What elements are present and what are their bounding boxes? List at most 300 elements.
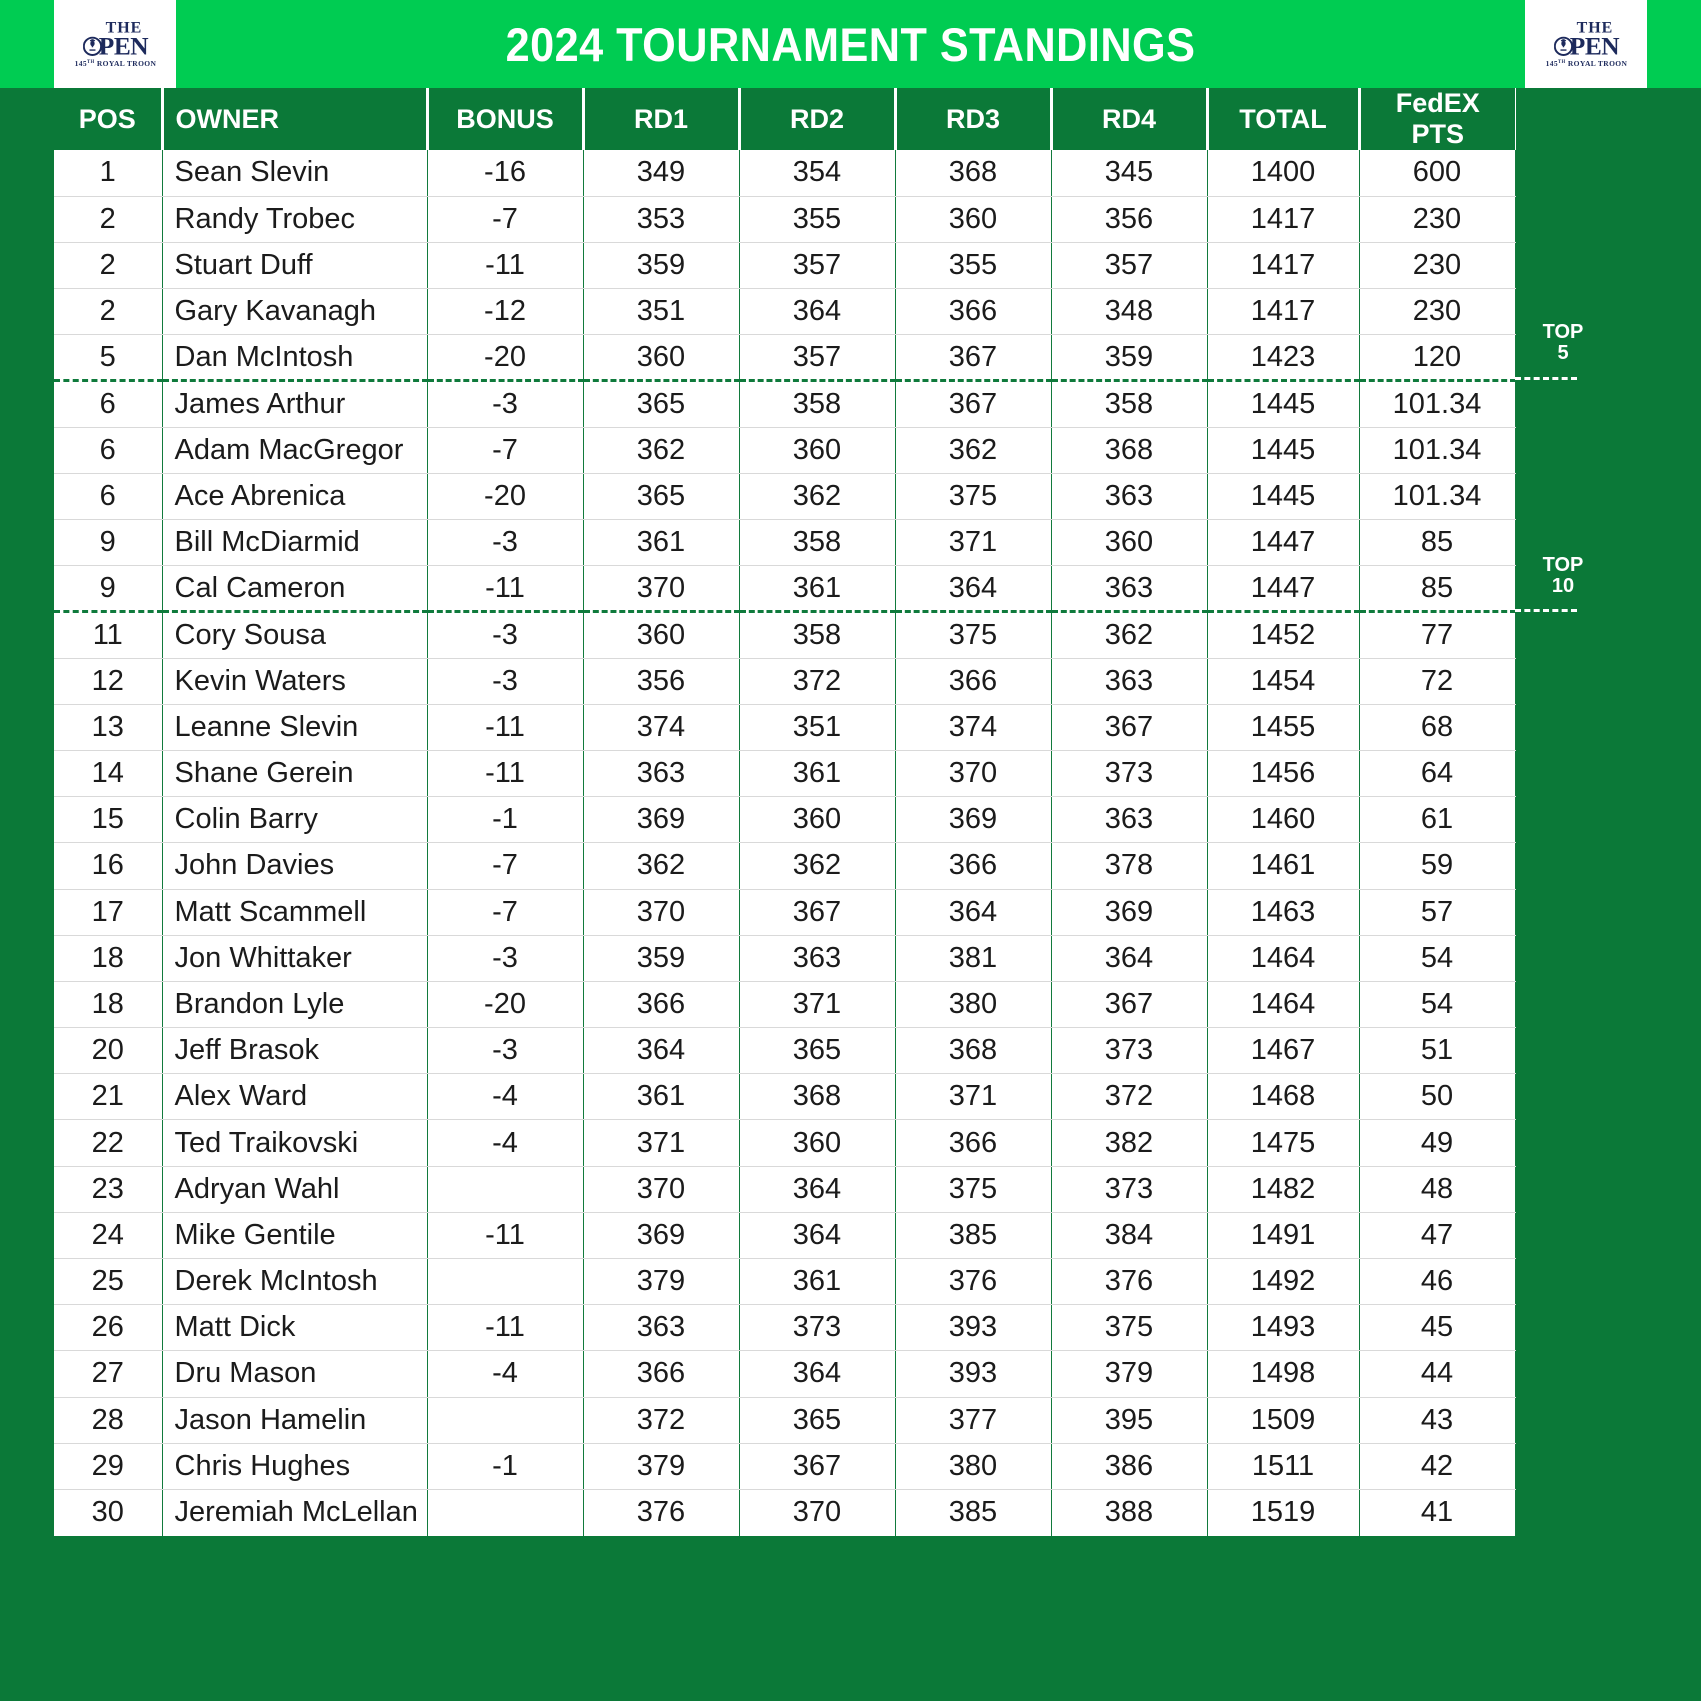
cell-bonus: -12 bbox=[427, 289, 583, 335]
cell-total: 1445 bbox=[1207, 473, 1359, 519]
cell-fedex-pts: 54 bbox=[1359, 935, 1515, 981]
cell-position: 16 bbox=[54, 843, 162, 889]
cell-rd1: 374 bbox=[583, 704, 739, 750]
cell-owner: Dan McIntosh bbox=[162, 335, 427, 381]
cell-owner: Cal Cameron bbox=[162, 566, 427, 612]
cell-rd3: 380 bbox=[895, 981, 1051, 1027]
cell-rd3: 366 bbox=[895, 658, 1051, 704]
cell-position: 2 bbox=[54, 242, 162, 288]
cell-rd3: 362 bbox=[895, 427, 1051, 473]
table-row[interactable] bbox=[54, 520, 1515, 566]
cell-rd1: 363 bbox=[583, 1305, 739, 1351]
cell-bonus bbox=[427, 1259, 583, 1305]
cell-rd4: 384 bbox=[1051, 1212, 1207, 1258]
cutline-dash-top5 bbox=[1515, 377, 1577, 380]
cell-fedex-pts: 77 bbox=[1359, 612, 1515, 658]
cell-rd2: 364 bbox=[739, 1166, 895, 1212]
cell-rd3: 393 bbox=[895, 1351, 1051, 1397]
column-header-rd1[interactable]: RD1 bbox=[583, 88, 739, 150]
cell-rd1: 364 bbox=[583, 1028, 739, 1074]
cell-rd3: 360 bbox=[895, 196, 1051, 242]
cell-rd2: 360 bbox=[739, 1120, 895, 1166]
cell-position: 26 bbox=[54, 1305, 162, 1351]
cell-fedex-pts: 45 bbox=[1359, 1305, 1515, 1351]
cutline-label-top5-line2: 5 bbox=[1557, 342, 1569, 364]
cell-position: 14 bbox=[54, 750, 162, 796]
cell-position: 29 bbox=[54, 1443, 162, 1489]
logo-edition-ordinal: TH bbox=[86, 60, 95, 65]
cutline-label-top5 bbox=[1533, 322, 1593, 364]
cell-position: 6 bbox=[54, 473, 162, 519]
table-row[interactable] bbox=[54, 196, 1515, 242]
cell-fedex-pts: 48 bbox=[1359, 1166, 1515, 1212]
cell-fedex-pts: 50 bbox=[1359, 1074, 1515, 1120]
cell-bonus: -20 bbox=[427, 473, 583, 519]
cell-bonus: -3 bbox=[427, 1028, 583, 1074]
cell-total: 1519 bbox=[1207, 1489, 1359, 1535]
cell-bonus: -7 bbox=[427, 196, 583, 242]
open-championship-logo-right bbox=[1525, 0, 1647, 88]
cell-owner: John Davies bbox=[162, 843, 427, 889]
table-row[interactable] bbox=[54, 1074, 1515, 1120]
cell-rd4: 388 bbox=[1051, 1489, 1207, 1535]
logo-subtitle-right bbox=[1545, 60, 1627, 68]
cell-rd3: 371 bbox=[895, 520, 1051, 566]
cell-fedex-pts: 230 bbox=[1359, 242, 1515, 288]
cutline-label-top10-line2: 10 bbox=[1551, 575, 1575, 597]
cell-rd1: 361 bbox=[583, 520, 739, 566]
cell-owner: Alex Ward bbox=[162, 1074, 427, 1120]
cell-fedex-pts: 85 bbox=[1359, 520, 1515, 566]
cell-position: 22 bbox=[54, 1120, 162, 1166]
cell-owner: Kevin Waters bbox=[162, 658, 427, 704]
cell-rd2: 370 bbox=[739, 1489, 895, 1535]
cell-fedex-pts: 44 bbox=[1359, 1351, 1515, 1397]
cell-total: 1498 bbox=[1207, 1351, 1359, 1397]
cell-total: 1464 bbox=[1207, 935, 1359, 981]
cell-rd2: 365 bbox=[739, 1397, 895, 1443]
cell-rd2: 365 bbox=[739, 1028, 895, 1074]
cell-position: 5 bbox=[54, 335, 162, 381]
cell-rd2: 361 bbox=[739, 1259, 895, 1305]
table-row[interactable] bbox=[54, 473, 1515, 519]
cell-rd4: 363 bbox=[1051, 658, 1207, 704]
cell-total: 1445 bbox=[1207, 381, 1359, 427]
cell-fedex-pts: 120 bbox=[1359, 335, 1515, 381]
cell-rd4: 373 bbox=[1051, 1028, 1207, 1074]
table-row[interactable] bbox=[54, 750, 1515, 796]
cell-owner: Dru Mason bbox=[162, 1351, 427, 1397]
cell-rd4: 368 bbox=[1051, 427, 1207, 473]
column-header-bonus[interactable]: BONUS bbox=[427, 88, 583, 150]
cell-owner: Matt Scammell bbox=[162, 889, 427, 935]
table-row[interactable] bbox=[54, 427, 1515, 473]
cell-rd4: 359 bbox=[1051, 335, 1207, 381]
cell-total: 1445 bbox=[1207, 427, 1359, 473]
cell-position: 28 bbox=[54, 1397, 162, 1443]
cell-rd4: 363 bbox=[1051, 566, 1207, 612]
cell-position: 20 bbox=[54, 1028, 162, 1074]
cell-total: 1423 bbox=[1207, 335, 1359, 381]
table-row[interactable] bbox=[54, 658, 1515, 704]
cell-rd3: 366 bbox=[895, 289, 1051, 335]
column-header-pos[interactable]: POS bbox=[54, 88, 162, 150]
cell-bonus: -11 bbox=[427, 704, 583, 750]
cell-rd2: 351 bbox=[739, 704, 895, 750]
cell-rd3: 371 bbox=[895, 1074, 1051, 1120]
cell-fedex-pts: 64 bbox=[1359, 750, 1515, 796]
standings-table bbox=[54, 88, 1516, 1536]
cell-rd4: 386 bbox=[1051, 1443, 1207, 1489]
cell-total: 1491 bbox=[1207, 1212, 1359, 1258]
table-row[interactable] bbox=[54, 381, 1515, 427]
cell-position: 30 bbox=[54, 1489, 162, 1535]
cell-fedex-pts: 49 bbox=[1359, 1120, 1515, 1166]
cell-rd1: 370 bbox=[583, 1166, 739, 1212]
cell-position: 2 bbox=[54, 196, 162, 242]
cell-position: 21 bbox=[54, 1074, 162, 1120]
cell-total: 1455 bbox=[1207, 704, 1359, 750]
table-row[interactable] bbox=[54, 1212, 1515, 1258]
cell-position: 15 bbox=[54, 797, 162, 843]
cell-bonus: -7 bbox=[427, 843, 583, 889]
cell-total: 1475 bbox=[1207, 1120, 1359, 1166]
cell-bonus bbox=[427, 1489, 583, 1535]
cell-rd3: 369 bbox=[895, 797, 1051, 843]
cell-rd2: 354 bbox=[739, 150, 895, 196]
cell-owner: Adam MacGregor bbox=[162, 427, 427, 473]
cell-position: 9 bbox=[54, 566, 162, 612]
cell-fedex-pts: 85 bbox=[1359, 566, 1515, 612]
cell-fedex-pts: 57 bbox=[1359, 889, 1515, 935]
column-header-total[interactable]: TOTAL bbox=[1207, 88, 1359, 150]
cell-rd4: 363 bbox=[1051, 473, 1207, 519]
cutline-label-top5-line1: TOP bbox=[1542, 321, 1584, 343]
cell-bonus: -4 bbox=[427, 1120, 583, 1166]
cell-fedex-pts: 101.34 bbox=[1359, 381, 1515, 427]
cell-owner: Ted Traikovski bbox=[162, 1120, 427, 1166]
cell-rd1: 362 bbox=[583, 427, 739, 473]
table-row[interactable] bbox=[54, 843, 1515, 889]
table-row[interactable] bbox=[54, 335, 1515, 381]
cell-bonus: -3 bbox=[427, 935, 583, 981]
column-header-rd2[interactable]: RD2 bbox=[739, 88, 895, 150]
cell-rd1: 360 bbox=[583, 335, 739, 381]
cell-owner: Ace Abrenica bbox=[162, 473, 427, 519]
table-row[interactable] bbox=[54, 1259, 1515, 1305]
cell-fedex-pts: 47 bbox=[1359, 1212, 1515, 1258]
cell-rd4: 367 bbox=[1051, 704, 1207, 750]
table-row[interactable] bbox=[54, 797, 1515, 843]
cell-bonus: -11 bbox=[427, 750, 583, 796]
cutline-markers bbox=[1515, 88, 1701, 1578]
cell-rd2: 361 bbox=[739, 566, 895, 612]
cell-rd3: 370 bbox=[895, 750, 1051, 796]
table-row[interactable] bbox=[54, 1120, 1515, 1166]
table-row[interactable] bbox=[54, 1443, 1515, 1489]
cell-position: 1 bbox=[54, 150, 162, 196]
cell-rd1: 353 bbox=[583, 196, 739, 242]
cell-rd4: 357 bbox=[1051, 242, 1207, 288]
table-row[interactable] bbox=[54, 1166, 1515, 1212]
cell-rd2: 360 bbox=[739, 797, 895, 843]
column-header-fedex-pts[interactable]: FedEX PTS bbox=[1359, 88, 1515, 150]
logo-edition-number-right: 145 bbox=[1545, 59, 1558, 69]
cell-fedex-pts: 68 bbox=[1359, 704, 1515, 750]
table-header bbox=[54, 88, 1515, 150]
table-row[interactable] bbox=[54, 1305, 1515, 1351]
cell-fedex-pts: 101.34 bbox=[1359, 427, 1515, 473]
cell-bonus: -16 bbox=[427, 150, 583, 196]
cell-total: 1482 bbox=[1207, 1166, 1359, 1212]
cell-rd2: 367 bbox=[739, 889, 895, 935]
cell-rd3: 393 bbox=[895, 1305, 1051, 1351]
table-body bbox=[54, 150, 1515, 1536]
table-row[interactable] bbox=[54, 981, 1515, 1027]
cell-rd2: 372 bbox=[739, 658, 895, 704]
cell-rd2: 364 bbox=[739, 1351, 895, 1397]
cell-position: 18 bbox=[54, 935, 162, 981]
cell-total: 1460 bbox=[1207, 797, 1359, 843]
cell-total: 1452 bbox=[1207, 612, 1359, 658]
cell-rd2: 358 bbox=[739, 520, 895, 566]
cell-rd1: 366 bbox=[583, 1351, 739, 1397]
cell-rd1: 360 bbox=[583, 612, 739, 658]
table-row[interactable] bbox=[54, 242, 1515, 288]
logo-edition-ordinal-right: TH bbox=[1557, 60, 1566, 65]
cell-total: 1417 bbox=[1207, 242, 1359, 288]
cell-rd3: 367 bbox=[895, 381, 1051, 427]
page-title: 2024 TOURNAMENT STANDINGS bbox=[505, 17, 1196, 71]
cell-total: 1464 bbox=[1207, 981, 1359, 1027]
cell-owner: Stuart Duff bbox=[162, 242, 427, 288]
cell-total: 1463 bbox=[1207, 889, 1359, 935]
cell-total: 1447 bbox=[1207, 520, 1359, 566]
cell-owner: Sean Slevin bbox=[162, 150, 427, 196]
cell-bonus: -11 bbox=[427, 1212, 583, 1258]
cell-rd2: 363 bbox=[739, 935, 895, 981]
logo-the-text-right: THE bbox=[1576, 18, 1613, 37]
cell-rd1: 365 bbox=[583, 381, 739, 427]
cell-bonus: -3 bbox=[427, 381, 583, 427]
cell-fedex-pts: 54 bbox=[1359, 981, 1515, 1027]
logo-subtitle bbox=[74, 60, 156, 68]
cell-bonus: -7 bbox=[427, 889, 583, 935]
cell-fedex-pts: 600 bbox=[1359, 150, 1515, 196]
cell-rd1: 356 bbox=[583, 658, 739, 704]
cell-rd2: 373 bbox=[739, 1305, 895, 1351]
table-row[interactable] bbox=[54, 704, 1515, 750]
cell-owner: Shane Gerein bbox=[162, 750, 427, 796]
table-row[interactable] bbox=[54, 566, 1515, 612]
cell-rd2: 371 bbox=[739, 981, 895, 1027]
cell-owner: Gary Kavanagh bbox=[162, 289, 427, 335]
cell-owner: Derek McIntosh bbox=[162, 1259, 427, 1305]
cell-rd1: 379 bbox=[583, 1259, 739, 1305]
cell-bonus: -7 bbox=[427, 427, 583, 473]
logo-open-text-right: PEN bbox=[1569, 31, 1619, 61]
cell-rd1: 366 bbox=[583, 981, 739, 1027]
cell-rd4: 358 bbox=[1051, 381, 1207, 427]
cell-fedex-pts: 230 bbox=[1359, 289, 1515, 335]
cell-rd3: 385 bbox=[895, 1489, 1051, 1535]
cell-rd4: 382 bbox=[1051, 1120, 1207, 1166]
cell-position: 12 bbox=[54, 658, 162, 704]
cell-position: 23 bbox=[54, 1166, 162, 1212]
cell-rd3: 364 bbox=[895, 566, 1051, 612]
cutline-dash-top10 bbox=[1515, 609, 1577, 612]
cell-fedex-pts: 61 bbox=[1359, 797, 1515, 843]
cell-rd1: 361 bbox=[583, 1074, 739, 1120]
logo-open-text: PEN bbox=[98, 31, 148, 61]
cell-rd2: 367 bbox=[739, 1443, 895, 1489]
cell-rd3: 368 bbox=[895, 1028, 1051, 1074]
cell-fedex-pts: 230 bbox=[1359, 196, 1515, 242]
table-row[interactable] bbox=[54, 289, 1515, 335]
cell-rd1: 369 bbox=[583, 797, 739, 843]
cell-rd4: 373 bbox=[1051, 750, 1207, 796]
cell-rd3: 375 bbox=[895, 1166, 1051, 1212]
logo-course-name: ROYAL TROON bbox=[96, 59, 156, 69]
cell-rd1: 379 bbox=[583, 1443, 739, 1489]
cell-rd4: 345 bbox=[1051, 150, 1207, 196]
cell-position: 25 bbox=[54, 1259, 162, 1305]
cell-rd4: 348 bbox=[1051, 289, 1207, 335]
cell-rd2: 360 bbox=[739, 427, 895, 473]
cell-rd4: 395 bbox=[1051, 1397, 1207, 1443]
cell-position: 6 bbox=[54, 381, 162, 427]
cell-rd3: 367 bbox=[895, 335, 1051, 381]
cell-rd2: 368 bbox=[739, 1074, 895, 1120]
cell-position: 27 bbox=[54, 1351, 162, 1397]
cell-rd2: 362 bbox=[739, 843, 895, 889]
cell-fedex-pts: 42 bbox=[1359, 1443, 1515, 1489]
cell-rd4: 362 bbox=[1051, 612, 1207, 658]
cell-rd4: 356 bbox=[1051, 196, 1207, 242]
cell-owner: Bill McDiarmid bbox=[162, 520, 427, 566]
standings-table-container bbox=[54, 88, 1515, 1536]
cell-fedex-pts: 101.34 bbox=[1359, 473, 1515, 519]
cell-position: 9 bbox=[54, 520, 162, 566]
cell-fedex-pts: 46 bbox=[1359, 1259, 1515, 1305]
column-header-rd3[interactable]: RD3 bbox=[895, 88, 1051, 150]
cell-fedex-pts: 72 bbox=[1359, 658, 1515, 704]
cutline-label-top10 bbox=[1533, 555, 1593, 597]
cell-rd1: 372 bbox=[583, 1397, 739, 1443]
cell-rd2: 361 bbox=[739, 750, 895, 796]
cell-position: 2 bbox=[54, 289, 162, 335]
cell-rd2: 364 bbox=[739, 1212, 895, 1258]
cell-rd1: 359 bbox=[583, 242, 739, 288]
cell-fedex-pts: 41 bbox=[1359, 1489, 1515, 1535]
cell-rd1: 370 bbox=[583, 566, 739, 612]
logo-edition-number: 145 bbox=[74, 59, 87, 69]
cell-rd4: 372 bbox=[1051, 1074, 1207, 1120]
cell-bonus bbox=[427, 1397, 583, 1443]
cell-rd2: 358 bbox=[739, 381, 895, 427]
table-row[interactable] bbox=[54, 889, 1515, 935]
cell-bonus bbox=[427, 1166, 583, 1212]
cell-total: 1468 bbox=[1207, 1074, 1359, 1120]
cell-owner: Jeff Brasok bbox=[162, 1028, 427, 1074]
table-row[interactable] bbox=[54, 612, 1515, 658]
table-row[interactable] bbox=[54, 1028, 1515, 1074]
cell-rd4: 360 bbox=[1051, 520, 1207, 566]
table-row[interactable] bbox=[54, 1351, 1515, 1397]
cell-rd4: 379 bbox=[1051, 1351, 1207, 1397]
column-header-owner[interactable]: OWNER bbox=[162, 88, 427, 150]
cutline-label-top10-line1: TOP bbox=[1542, 554, 1584, 576]
cell-rd1: 376 bbox=[583, 1489, 739, 1535]
cell-total: 1456 bbox=[1207, 750, 1359, 796]
cell-rd2: 364 bbox=[739, 289, 895, 335]
cell-position: 6 bbox=[54, 427, 162, 473]
cell-owner: Jason Hamelin bbox=[162, 1397, 427, 1443]
column-header-rd4[interactable]: RD4 bbox=[1051, 88, 1207, 150]
cell-rd1: 362 bbox=[583, 843, 739, 889]
page-banner bbox=[0, 0, 1701, 88]
cell-total: 1492 bbox=[1207, 1259, 1359, 1305]
cell-bonus: -1 bbox=[427, 797, 583, 843]
cell-bonus: -4 bbox=[427, 1074, 583, 1120]
table-row[interactable] bbox=[54, 935, 1515, 981]
table-row[interactable] bbox=[54, 1489, 1515, 1535]
cell-rd1: 351 bbox=[583, 289, 739, 335]
cell-total: 1400 bbox=[1207, 150, 1359, 196]
claret-jug-icon-right bbox=[1553, 35, 1572, 59]
cell-owner: Mike Gentile bbox=[162, 1212, 427, 1258]
cell-rd3: 380 bbox=[895, 1443, 1051, 1489]
cell-position: 13 bbox=[54, 704, 162, 750]
cell-owner: Leanne Slevin bbox=[162, 704, 427, 750]
cell-rd3: 385 bbox=[895, 1212, 1051, 1258]
cell-total: 1454 bbox=[1207, 658, 1359, 704]
cell-rd1: 359 bbox=[583, 935, 739, 981]
cell-total: 1447 bbox=[1207, 566, 1359, 612]
cell-rd3: 374 bbox=[895, 704, 1051, 750]
cell-rd3: 381 bbox=[895, 935, 1051, 981]
cell-rd3: 376 bbox=[895, 1259, 1051, 1305]
cell-rd2: 355 bbox=[739, 196, 895, 242]
logo-the-text: THE bbox=[105, 18, 142, 37]
cell-fedex-pts: 43 bbox=[1359, 1397, 1515, 1443]
cell-total: 1467 bbox=[1207, 1028, 1359, 1074]
cell-rd4: 378 bbox=[1051, 843, 1207, 889]
cell-rd1: 349 bbox=[583, 150, 739, 196]
cell-rd3: 355 bbox=[895, 242, 1051, 288]
cell-fedex-pts: 51 bbox=[1359, 1028, 1515, 1074]
table-row[interactable] bbox=[54, 150, 1515, 196]
cell-total: 1461 bbox=[1207, 843, 1359, 889]
cell-owner: James Arthur bbox=[162, 381, 427, 427]
cell-owner: Randy Trobec bbox=[162, 196, 427, 242]
cell-owner: Chris Hughes bbox=[162, 1443, 427, 1489]
cell-position: 18 bbox=[54, 981, 162, 1027]
cell-total: 1509 bbox=[1207, 1397, 1359, 1443]
cell-total: 1511 bbox=[1207, 1443, 1359, 1489]
cell-position: 24 bbox=[54, 1212, 162, 1258]
cell-rd4: 376 bbox=[1051, 1259, 1207, 1305]
cell-position: 17 bbox=[54, 889, 162, 935]
cell-rd3: 375 bbox=[895, 612, 1051, 658]
cell-rd2: 358 bbox=[739, 612, 895, 658]
cell-rd4: 369 bbox=[1051, 889, 1207, 935]
table-row[interactable] bbox=[54, 1397, 1515, 1443]
cell-rd4: 367 bbox=[1051, 981, 1207, 1027]
cell-bonus: -11 bbox=[427, 566, 583, 612]
cell-bonus: -1 bbox=[427, 1443, 583, 1489]
cell-rd4: 373 bbox=[1051, 1166, 1207, 1212]
